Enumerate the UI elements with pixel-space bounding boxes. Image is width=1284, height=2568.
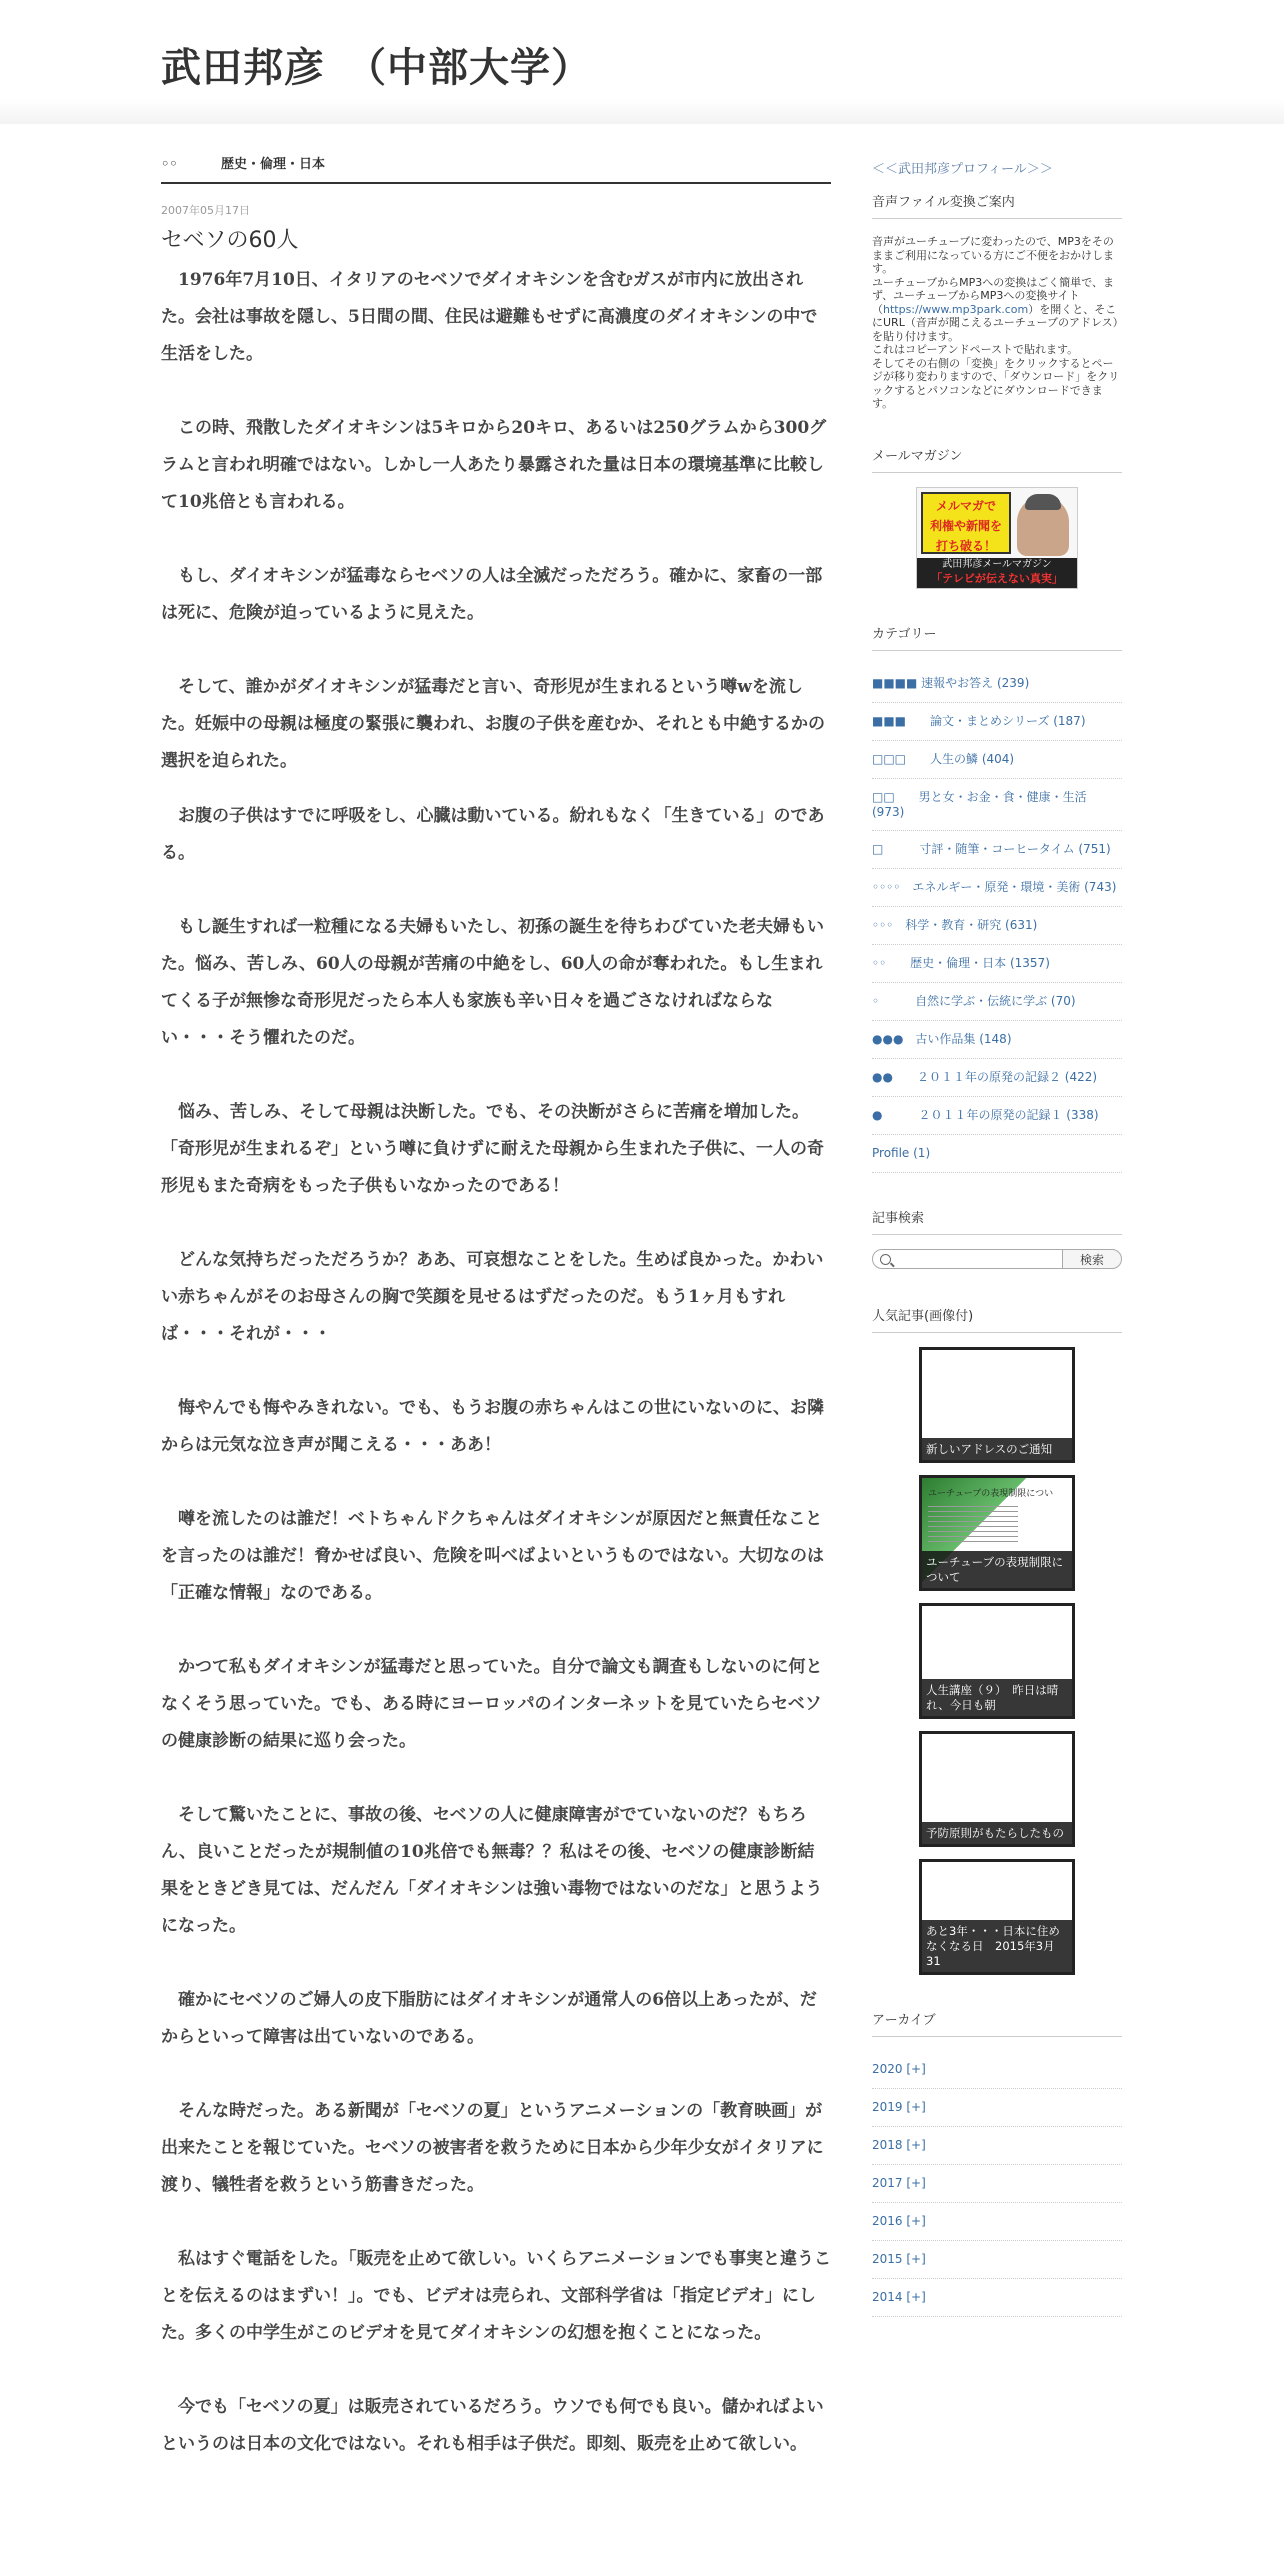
banner-bottom-bar [917, 558, 1077, 588]
post-paragraph: 噂を流したのは誰だ！ベトちゃんドクちゃんはダイオキシンが原因だと無責任なことを言ったのは誰だ！脅かせば良い、危険を叫べばよいというものではない。大切なのは「正確な情報」なのである。 [161, 1509, 824, 1603]
archive-item[interactable]: 2014 [+] [872, 2279, 1122, 2317]
archive-section [872, 2009, 1122, 2317]
mail-section [872, 445, 1122, 589]
post-title[interactable]: セベソの60人 [161, 228, 299, 253]
search-heading: 記事検索 [872, 1207, 1122, 1235]
category-item[interactable]: ◦◦ 歴史・倫理・日本 (1357) [872, 945, 1122, 983]
audio-heading: 音声ファイル変換ご案内 [872, 191, 1122, 219]
main-content [161, 148, 831, 2463]
popular-article[interactable] [919, 1731, 1075, 1847]
profile-link[interactable]: ＜＜武田邦彦プロフィール＞＞ [872, 162, 1053, 177]
thumbnail-title: ユーチューブの表現制限につい [928, 1488, 1054, 1499]
category-heading: カテゴリー [872, 623, 1122, 651]
category-item[interactable]: ◦◦◦◦ エネルギー・原発・環境・美術 (743) [872, 869, 1122, 907]
banner-text-4: 武田邦彦メールマガジン [942, 558, 1052, 570]
breadcrumb [161, 148, 831, 184]
popular-article[interactable] [919, 1475, 1075, 1591]
post-body [161, 262, 831, 2463]
audio-text-5: そしてその右側の「変換」をクリックするとページが移り変わりますので、「ダウンロード」をクリックするとパソコンなどにダウンロードできます。 [872, 356, 1120, 410]
search-button[interactable]: 検索 [1062, 1249, 1122, 1269]
post-paragraph: もし誕生すれば一粒種になる夫婦もいたし、初孫の誕生を待ちわびていた老夫婦もいた。悩み、苦しみ、60人の母親が苦痛の中絶をし、60人の命が奪われた。もし生まれてくる子が無惨な奇形児だったら本人も家族も辛い日々を過ごさなければならない・・・そう懼れたのだ。 [161, 917, 824, 1048]
archive-list [872, 2051, 1122, 2317]
search-input[interactable] [872, 1249, 1064, 1269]
post-paragraph: もし、ダイオキシンが猛毒ならセベソの人は全滅だっただろう。確かに、家畜の一部は死に、危険が迫っているように見えた。 [161, 566, 823, 623]
popular-list [872, 1347, 1122, 1975]
banner-text-2: 利権や新聞を [929, 518, 1002, 533]
audio-text-4: これはコピーアンドペーストで貼れます。 [872, 343, 1079, 356]
popular-article-title: あと3年・・・日本に住めなくなる日 2015年3月31 [922, 1920, 1072, 1972]
post-paragraph: この時、飛散したダイオキシンは5キロから20キロ、あるいは250グラムから300グラムと言われ明確ではない。しかし一人あたり暴露された量は日本の環境基準に比較して10兆倍とも言われる。 [161, 418, 827, 512]
archive-item[interactable]: 2015 [+] [872, 2241, 1122, 2279]
popular-article-title: 新しいアドレスのご通知 [922, 1438, 1072, 1460]
archive-heading: アーカイブ [872, 2009, 1122, 2037]
sidebar [872, 148, 1122, 2351]
banner-text-5: 「テレビが伝えない真実」 [931, 571, 1063, 585]
post-paragraph: お腹の子供はすでに呼吸をし、心臓は動いている。紛れもなく「生きている」のである。 [161, 806, 825, 863]
author-photo [1017, 496, 1069, 556]
post-paragraph: 悔やんでも悔やみきれない。でも、もうお腹の赤ちゃんはこの世にいないのに、お隣からは元気な泣き声が聞こえる・・・ああ！ [161, 1398, 824, 1455]
search-box [872, 1249, 1122, 1271]
category-item[interactable]: □□□ 人生の鱗 (404) [872, 741, 1122, 779]
category-item[interactable]: ●●● 古い作品集 (148) [872, 1021, 1122, 1059]
breadcrumb-mark: ◦◦ [161, 157, 178, 172]
category-item[interactable]: □ 寸評・随筆・コーヒータイム (751) [872, 831, 1122, 869]
banner-text-3: 打ち破る！ [935, 538, 996, 553]
breadcrumb-category[interactable]: 歴史・倫理・日本 [221, 157, 326, 172]
audio-section [872, 191, 1122, 411]
post-paragraph: 確かにセベソのご婦人の皮下脂肪にはダイオキシンが通常人の6倍以上あったが、だからといって障害は出ていないのである。 [161, 1990, 817, 2047]
mail-heading: メールマガジン [872, 445, 1122, 473]
banner-yellow-box [921, 492, 1011, 554]
popular-article[interactable] [919, 1347, 1075, 1463]
popular-heading: 人気記事(画像付) [872, 1305, 1122, 1333]
category-item[interactable]: ●● ２０１１年の原発の記録２ (422) [872, 1059, 1122, 1097]
mp3park-link[interactable]: https://www.mp3park.com [883, 302, 1029, 316]
post-paragraph: どんな気持ちだっただろうか？ああ、可哀想なことをした。生めば良かった。かわいい赤ちゃんがそのお母さんの胸で笑顔を見せるはずだったのだ。もう1ヶ月もすれば・・・それが・・・ [161, 1250, 824, 1344]
category-item[interactable]: Profile (1) [872, 1135, 1122, 1173]
archive-item[interactable]: 2016 [+] [872, 2203, 1122, 2241]
thumbnail-text-lines [928, 1506, 1018, 1542]
site-title[interactable]: 武田邦彦 （中部大学） [161, 45, 592, 91]
category-item[interactable]: ■■■■ 速報やお答え (239) [872, 665, 1122, 703]
popular-article-title: 人生講座（９） 昨日は晴れ、今日も朝 [922, 1679, 1072, 1716]
popular-article-title: ユーチューブの表現制限について [922, 1551, 1072, 1588]
audio-text-2: ユーチューブからMP3への変換はごく簡単で、まず、ユーチューブからMP3への変換サイト（ [872, 275, 1115, 316]
mail-magazine-banner[interactable] [916, 487, 1078, 589]
popular-article[interactable] [919, 1603, 1075, 1719]
category-item[interactable]: ◦◦◦ 科学・教育・研究 (631) [872, 907, 1122, 945]
post-paragraph: 1976年7月10日、イタリアのセベソでダイオキシンを含むガスが市内に放出された。会社は事故を隠し、5日間の間、住民は避難もせずに高濃度のダイオキシンの中で生活をした。 [161, 270, 818, 364]
post-paragraph: そして驚いたことに、事故の後、セベソの人に健康障害がでていないのだ？もちろん、良いことだったが規制値の10兆倍でも無毒？？私はその後、セベソの健康診断結果をときどき見ては、だんだん「ダイオキシンは強い毒物ではないのだな」と思うようになった。 [161, 1805, 823, 1936]
archive-item[interactable]: 2020 [+] [872, 2051, 1122, 2089]
post-paragraph: かつて私もダイオキシンが猛毒だと思っていた。自分で論文も調査もしないのに何となくそう思っていた。でも、ある時にヨーロッパのインターネットを見ていたらセベソの健康診断の結果に巡り会った。 [161, 1657, 823, 1751]
archive-item[interactable]: 2018 [+] [872, 2127, 1122, 2165]
archive-item[interactable]: 2017 [+] [872, 2165, 1122, 2203]
post-paragraph: そして、誰かがダイオキシンが猛毒だと言い、奇形児が生まれるという噂wを流した。妊娠中の母親は極度の緊張に襲われ、お腹の子供を産むか、それとも中絶するかの選択を迫られた。 [161, 677, 826, 771]
popular-section [872, 1305, 1122, 1975]
post-paragraph: 私はすぐ電話をした。「販売を止めて欲しい。いくらアニメーションでも事実と違うことを伝えるのはまずい！」。でも、ビデオは売られ、文部科学省は「指定ビデオ」にした。多くの中学生がこのビデオを見てダイオキシンの幻想を抱くことになった。 [161, 2249, 831, 2343]
archive-item[interactable]: 2019 [+] [872, 2089, 1122, 2127]
category-list [872, 665, 1122, 1173]
audio-text-3: ）を開くと、そこにURL（音声が聞こえるユーチューブのアドレス）を貼り付けます。 [872, 302, 1119, 343]
post-date: 2007年05月17日 [161, 204, 250, 217]
category-item[interactable]: ● ２０１１年の原発の記録１ (338) [872, 1097, 1122, 1135]
banner-text-1: メルマガで [935, 498, 996, 513]
post-paragraph: 今でも「セベソの夏」は販売されているだろう。ウソでも何でも良い。儲かればよいというのは日本の文化ではない。それも相手は子供だ。即刻、販売を止めて欲しい。 [161, 2397, 824, 2454]
category-item[interactable]: □□ 男と女・お金・食・健康・生活 (973) [872, 779, 1122, 831]
site-header [0, 0, 1284, 124]
audio-text-1: 音声がユーチューブに変わったので、MP3をそのままご利用になっている方にご不便をおかけします。 [872, 235, 1114, 275]
post-paragraph: そんな時だった。ある新聞が「セベソの夏」というアニメーションの「教育映画」が出来たことを報じていた。セベソの被害者を救うために日本から少年少女がイタリアに渡り、犠牲者を救うという筋書きだった。 [161, 2101, 824, 2195]
popular-article-title: 予防原則がもたらしたもの [922, 1822, 1072, 1844]
audio-text [872, 235, 1122, 411]
search-section [872, 1207, 1122, 1271]
category-item[interactable]: ■■■ 論文・まとめシリーズ (187) [872, 703, 1122, 741]
post-paragraph: 悩み、苦しみ、そして母親は決断した。でも、その決断がさらに苦痛を増加した。「奇形児が生まれるぞ」という噂に負けずに耐えた母親から生まれた子供に、一人の奇形児もまた奇病をもった子供もいなかったのである！ [161, 1102, 824, 1196]
category-item[interactable]: ◦ 自然に学ぶ・伝統に学ぶ (70) [872, 983, 1122, 1021]
category-section [872, 623, 1122, 1173]
search-icon [880, 1254, 891, 1265]
popular-article[interactable] [919, 1859, 1075, 1975]
